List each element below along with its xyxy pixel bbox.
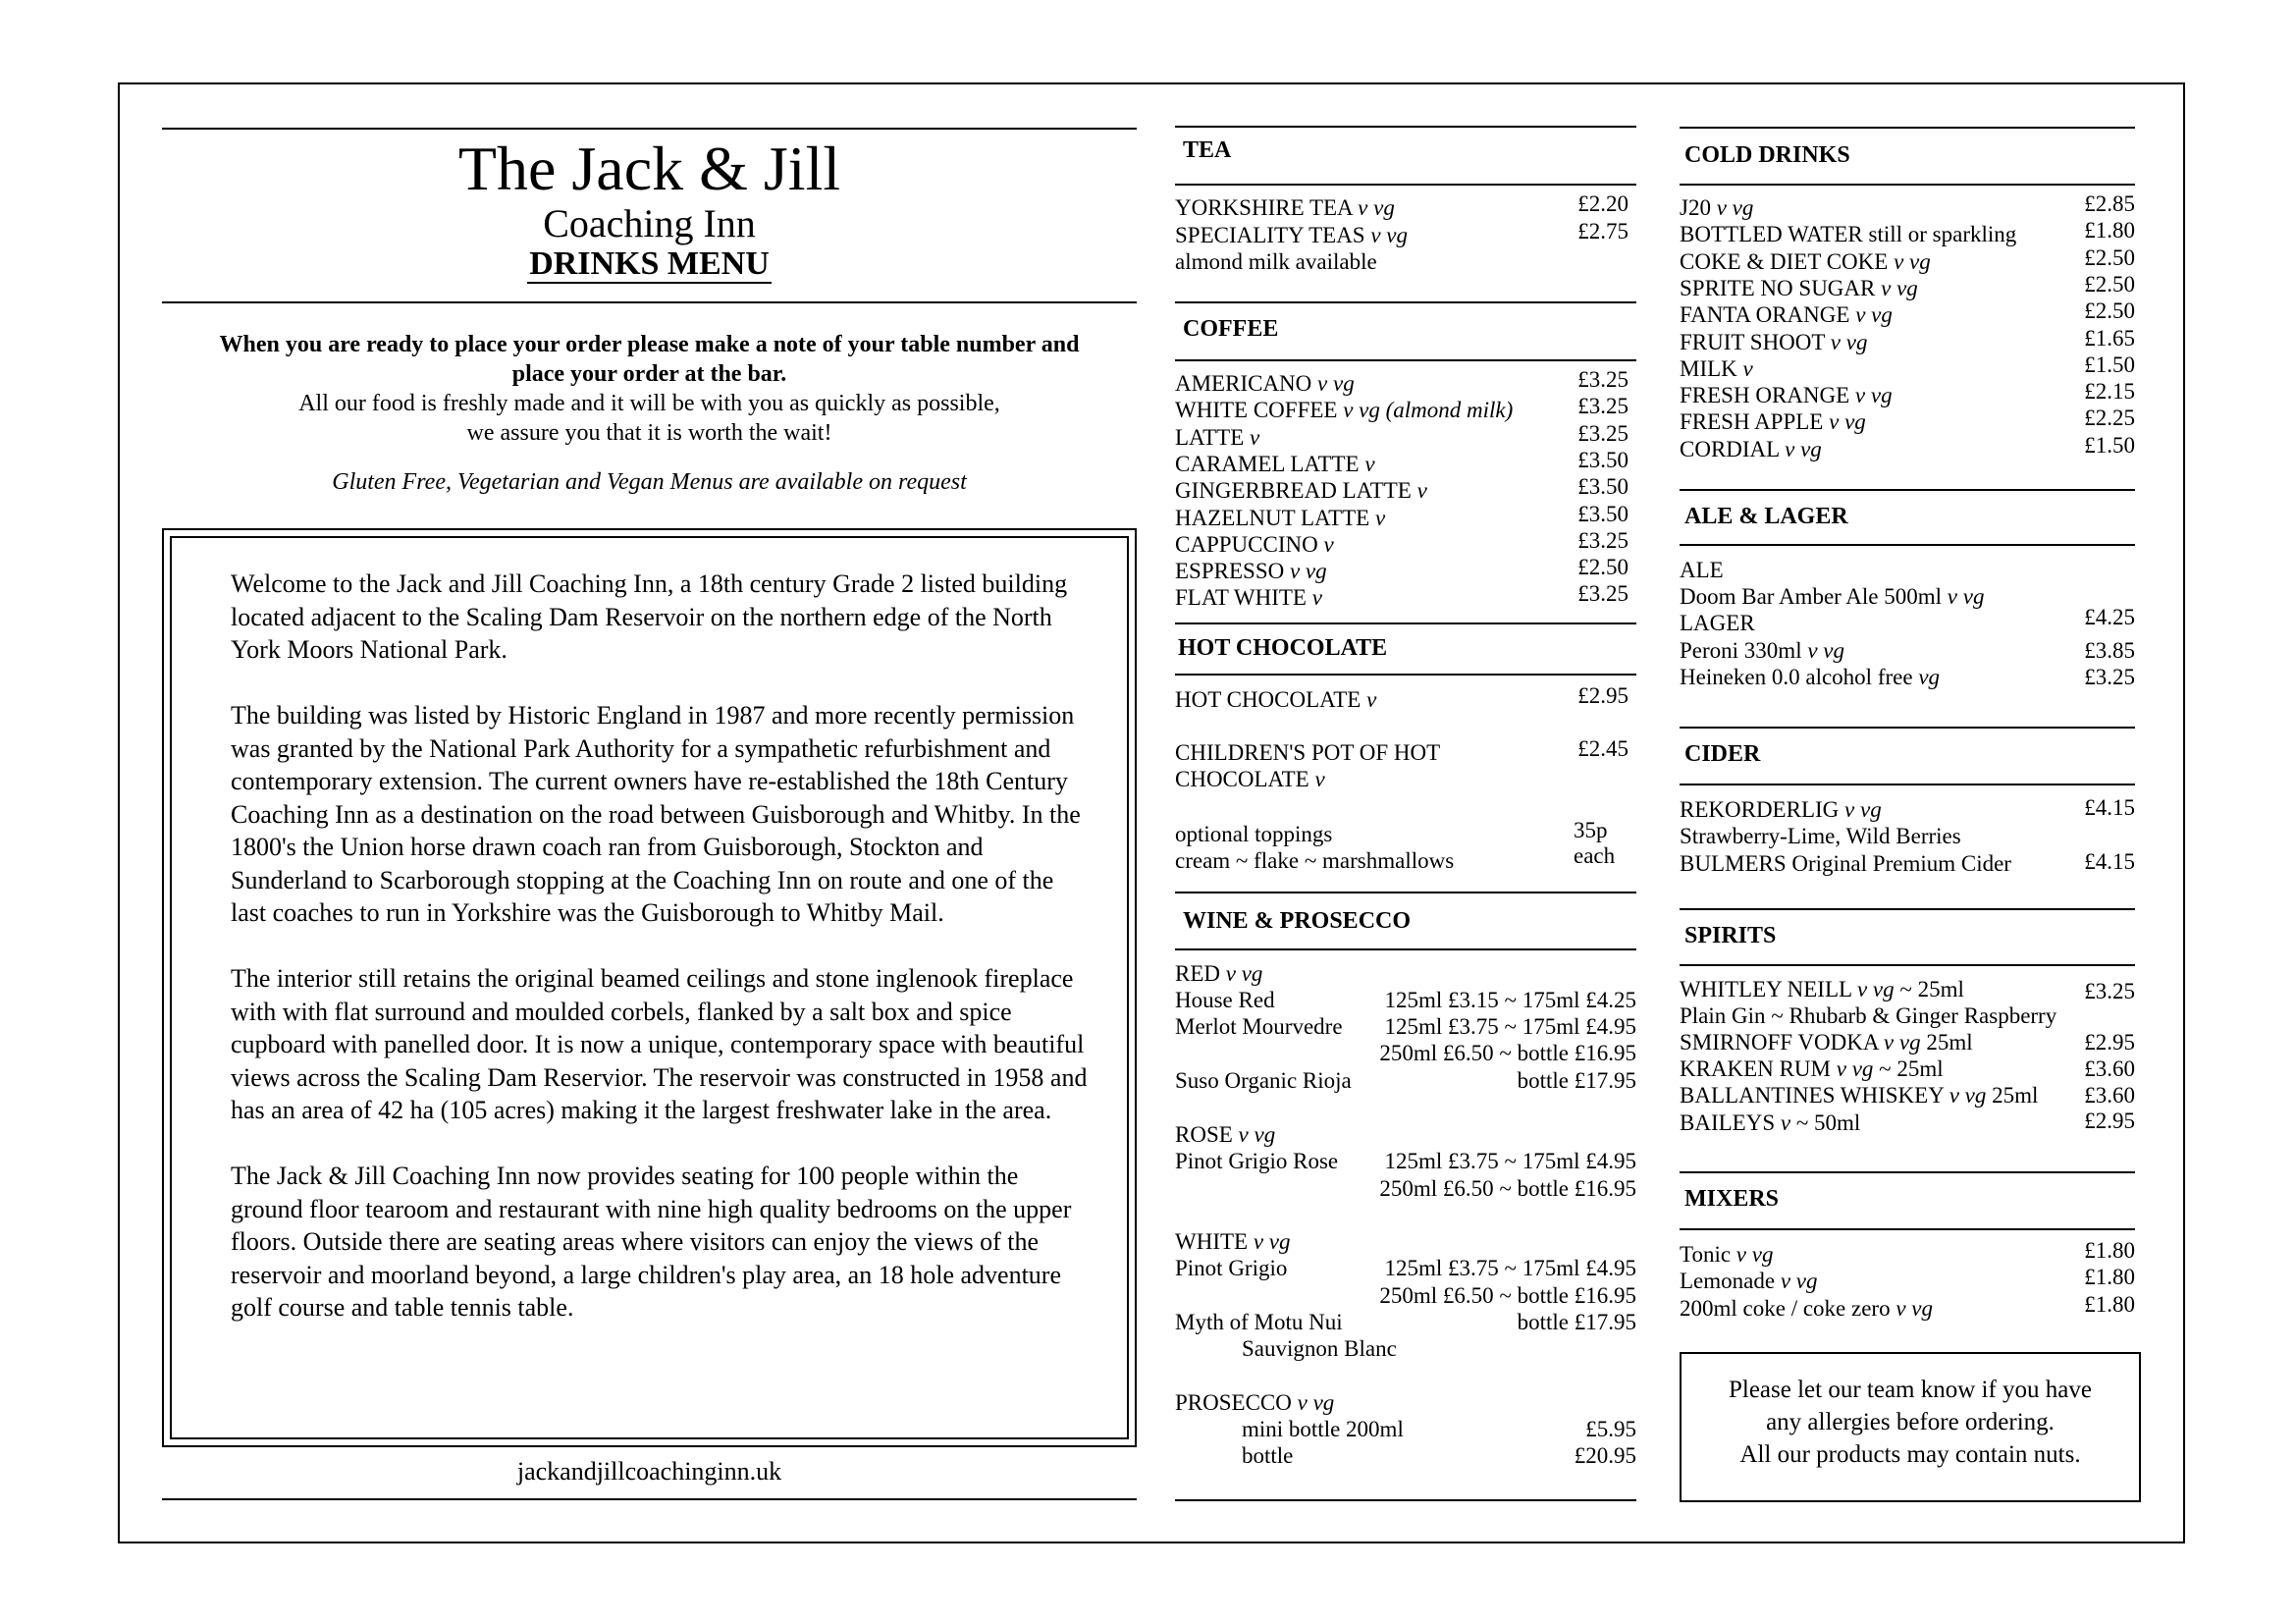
- divider: [1175, 1499, 1636, 1501]
- dietary-tag: v vg: [1881, 275, 1918, 300]
- wine-category: [1175, 1228, 1291, 1255]
- menu-item: [1680, 1082, 2038, 1109]
- dietary-tag: v: [1311, 585, 1322, 611]
- divider: [1175, 126, 1636, 128]
- item-name: CHILDREN'S POT OF HOT: [1175, 740, 1441, 765]
- menu-item: [1680, 637, 1844, 664]
- dietary-tag: v vg: [1225, 961, 1263, 986]
- wine-name: Suso Organic Rioja: [1175, 1068, 1352, 1093]
- allergy-notice: [1680, 1352, 2141, 1502]
- divider: [1680, 184, 2135, 186]
- wine-name: Merlot Mourvedre: [1175, 1014, 1343, 1039]
- divider: [1680, 1171, 2135, 1173]
- wine-price: 125ml £3.15 ~ 175ml £4.25: [1384, 988, 1636, 1012]
- menu-item: [1680, 1109, 1860, 1136]
- menu-item: [1175, 218, 1636, 248]
- wine-price: £5.95: [1585, 1417, 1636, 1441]
- item-price: £2.85: [2084, 191, 2135, 216]
- welcome-frame: [162, 528, 1137, 1447]
- menu-item: [1680, 218, 2135, 247]
- wine-name: Pinot Grigio: [1175, 1256, 1288, 1280]
- item-name: BAILEYS: [1680, 1110, 1781, 1135]
- item-price: £4.15: [2084, 795, 2135, 820]
- section-title-hot-chocolate: HOT CHOCOLATE: [1178, 635, 1388, 661]
- venue-name: The Jack & Jill: [457, 134, 841, 203]
- wine-subname: Sauvignon Blanc: [1242, 1336, 1397, 1361]
- welcome-paragraph: The building was listed by Historic England in 1987 and more recently permission was granted by the National Park Authority for a sympathetic refurbishment and contemporary extension. The current owners have re-established the 18th Century Coaching Inn as a destination on the road between Guisborough and Whitby. In the 1800's the Union horse drawn coach ran from Guisborough, Stockton and Sunderland to Scarborough stopping at the Coaching Inn on route and one of the last coaches to run in Yorkshire was the Guisborough to Whitby Mail.: [231, 701, 1081, 927]
- item-price: £2.50: [2084, 271, 2135, 297]
- item-description: Strawberry-Lime, Wild Berries: [1680, 824, 1961, 848]
- menu-item: [1680, 408, 2135, 435]
- menu-item: [1175, 474, 1636, 504]
- item-name: FRESH APPLE: [1680, 409, 1830, 435]
- menu-item: [1175, 420, 1636, 451]
- menu-item: [1175, 581, 1636, 611]
- menu-item: [1175, 555, 1636, 584]
- header: [162, 133, 1137, 290]
- wine-price: 250ml £6.50 ~ bottle £16.95: [1379, 1041, 1636, 1065]
- menu-item: [1175, 367, 1636, 397]
- divider: [1680, 1228, 2135, 1230]
- dietary-tag: v vg: [1253, 1229, 1291, 1254]
- item-price: £2.75: [1577, 218, 1629, 243]
- intro-bold-line: place your order at the bar.: [511, 361, 787, 387]
- allergy-line: All our products may contain nuts.: [1739, 1441, 2081, 1468]
- dietary-tag: v vg: [1947, 584, 1985, 609]
- menu-item: [1680, 976, 1964, 1002]
- item-price: £1.80: [2084, 218, 2135, 243]
- item-price: £2.50: [2084, 244, 2135, 270]
- item-name: J20: [1680, 195, 1717, 220]
- item-name: GINGERBREAD LATTE: [1175, 478, 1417, 504]
- dietary-tag: v: [1416, 478, 1427, 504]
- dietary-tag: v: [1374, 505, 1386, 530]
- item-name: Peroni 330ml: [1680, 638, 1808, 663]
- category-label: LAGER: [1680, 611, 1755, 635]
- welcome-paragraph: The Jack & Jill Coaching Inn now provides seating for 100 people within the ground floor tearoom and restaurant with nine high quality bedrooms on the upper floors. Outside there are seating areas where visitors can enjoy the views of the reservoir and moorland beyond, a large children's play area, an 18 hole adventure golf course and table tennis table.: [231, 1162, 1072, 1322]
- welcome-paragraph: Welcome to the Jack and Jill Coaching Inn, a 18th century Grade 2 listed building located adjacent to the Scaling Dam Reservoir on the northern edge of the North York Moors National Park.: [231, 569, 1068, 664]
- wine-category: [1175, 1121, 1275, 1148]
- item-name: BALLANTINES WHISKEY: [1680, 1083, 1949, 1108]
- wine-price: 125ml £3.75 ~ 175ml £4.95: [1384, 1256, 1636, 1280]
- intro: [162, 330, 1137, 497]
- wine-price: 250ml £6.50 ~ bottle £16.95: [1379, 1176, 1636, 1201]
- venue-subtitle: Coaching Inn: [543, 201, 756, 245]
- category-label: RED: [1175, 961, 1226, 986]
- divider: [1175, 892, 1636, 893]
- intro-line: we assure you that it is worth the wait!: [466, 420, 832, 446]
- dietary-tag: v vg: [1829, 409, 1866, 435]
- item-size: 25ml: [1986, 1083, 2039, 1108]
- dietary-tag: v vg: [1830, 329, 1868, 354]
- menu-item: [1680, 1029, 1973, 1055]
- menu-item: [1680, 191, 2135, 221]
- divider: [1680, 489, 2135, 491]
- item-name: CORDIAL: [1680, 436, 1786, 461]
- item-price: £3.25: [1577, 527, 1629, 553]
- divider: [1175, 674, 1636, 676]
- dietary-tag: v vg: [1735, 1242, 1774, 1267]
- item-name: Heineken 0.0 alcohol free: [1680, 665, 1919, 689]
- item-price: £3.60: [2084, 1056, 2135, 1081]
- allergy-line: Please let our team know if you have: [1728, 1377, 2093, 1403]
- item-name: Doom Bar Amber Ale 500ml: [1680, 584, 1948, 609]
- item-name: SMIRNOFF VODKA: [1680, 1030, 1884, 1055]
- item-name: ESPRESSO: [1175, 559, 1290, 584]
- divider: [1680, 544, 2135, 546]
- menu-item: [1175, 248, 1636, 275]
- dietary-tag: v vg: [1844, 797, 1882, 822]
- item-price: £1.80: [2084, 1265, 2135, 1290]
- wine-name: mini bottle 200ml: [1242, 1417, 1404, 1441]
- item-price: £3.25: [2084, 979, 2135, 1003]
- dietary-tag: v vg: [1949, 1083, 1987, 1108]
- item-price: £2.95: [2084, 1109, 2135, 1133]
- section-title-tea: TEA: [1183, 137, 1232, 163]
- item-name: LATTE: [1175, 424, 1251, 450]
- item-price: £2.50: [1577, 555, 1629, 580]
- website-link[interactable]: jackandjillcoachinginn.uk: [516, 1457, 782, 1486]
- dietary-tag: v vg: [1785, 436, 1822, 461]
- item-price: £1.50: [2084, 352, 2135, 377]
- menu-item: [1680, 664, 1940, 690]
- item-name: WHITLEY NEILL: [1680, 977, 1857, 1001]
- menu-item: [1680, 244, 2135, 275]
- wine-category: [1175, 960, 1262, 987]
- item-name: REKORDERLIG: [1680, 797, 1845, 822]
- dietary-tag: v: [1323, 531, 1334, 557]
- item-name: FRESH ORANGE: [1680, 383, 1855, 408]
- wine-name: House Red: [1175, 988, 1275, 1012]
- item-name: Tonic: [1680, 1242, 1736, 1267]
- divider: [1680, 727, 2135, 729]
- dietary-tag: v: [1742, 355, 1753, 381]
- menu-item: [1175, 527, 1636, 558]
- wine-price: 125ml £3.75 ~ 175ml £4.95: [1384, 1149, 1636, 1173]
- dietary-tag: v vg: [1289, 559, 1327, 584]
- item-name: FRUIT SHOOT: [1680, 329, 1831, 354]
- divider: [162, 1498, 1137, 1500]
- item-price: £3.25: [1577, 367, 1629, 392]
- item-name: CAPPUCCINO: [1175, 531, 1324, 557]
- item-price: £1.80: [2084, 1291, 2135, 1317]
- divider: [162, 301, 1137, 303]
- wine-price: 125ml £3.75 ~ 175ml £4.95: [1384, 1014, 1636, 1039]
- menu-item: [1680, 432, 2135, 462]
- item-name: COKE & DIET COKE: [1680, 248, 1895, 274]
- item-name: HOT CHOCOLATE: [1175, 687, 1367, 712]
- wine-price: bottle £17.95: [1517, 1310, 1636, 1334]
- item-price: £1.80: [2084, 1238, 2135, 1263]
- divider: [1680, 908, 2135, 910]
- divider: [1175, 359, 1636, 361]
- dietary-tag: v vg: [1856, 977, 1895, 1001]
- divider: [162, 128, 1137, 130]
- menu-item: [1680, 1055, 1944, 1082]
- item-name: CHOCOLATE: [1175, 767, 1315, 791]
- item-price: £1.65: [2084, 325, 2135, 351]
- section-title-cold-drinks: COLD DRINKS: [1684, 142, 1850, 168]
- item-price: £2.25: [2084, 406, 2135, 431]
- category-label: ROSE: [1175, 1122, 1239, 1147]
- dietary-tag: v vg: [1894, 248, 1931, 274]
- category-label: PROSECCO: [1175, 1390, 1298, 1415]
- wine-category: [1175, 1389, 1334, 1416]
- menu-item: [1175, 394, 1636, 423]
- menu-item: [1680, 352, 2135, 382]
- item-price: £3.25: [2084, 665, 2135, 689]
- menu-item: [1680, 796, 1882, 823]
- menu-item: [1175, 736, 1629, 792]
- item-name: almond milk available: [1175, 249, 1377, 274]
- toppings-label: optional toppings: [1175, 822, 1333, 846]
- divider: [1680, 964, 2135, 966]
- dietary-tag: v: [1314, 767, 1325, 791]
- item-price: £3.25: [1577, 420, 1629, 446]
- item-size: ~ 25ml: [1873, 1056, 1944, 1081]
- intro-bold-line: When you are ready to place your order please make a note of your table number and: [219, 332, 1080, 357]
- menu-item: [1680, 271, 2135, 301]
- item-name: SPRITE NO SUGAR: [1680, 275, 1882, 300]
- menu-item: [1175, 191, 1636, 221]
- section-title-mixers: MIXERS: [1684, 1186, 1780, 1212]
- item-price: £3.60: [2084, 1083, 2135, 1108]
- item-price: £2.95: [1577, 683, 1629, 708]
- section-title-coffee: COFFEE: [1183, 316, 1279, 342]
- dietary-tag: v: [1366, 687, 1377, 712]
- dietary-tag: v vg: [1854, 383, 1893, 408]
- menu-item: [1175, 683, 1629, 713]
- wine-price: £20.95: [1574, 1443, 1636, 1468]
- welcome-inner-frame: [170, 536, 1129, 1439]
- item-name: CARAMEL LATTE: [1175, 451, 1365, 476]
- item-price: £3.25: [1577, 581, 1629, 607]
- item-name: MILK: [1680, 355, 1743, 381]
- item-name: 200ml coke / coke zero: [1680, 1295, 1896, 1321]
- item-name: YORKSHIRE TEA: [1175, 195, 1359, 220]
- item-name: BOTTLED WATER still or sparkling: [1680, 222, 2017, 247]
- item-name: FLAT WHITE: [1175, 585, 1312, 611]
- item-description: Plain Gin ~ Rhubarb & Ginger Raspberry: [1680, 1003, 2057, 1028]
- item-name: KRAKEN RUM: [1680, 1056, 1837, 1081]
- item-name: SPECIALITY TEAS: [1175, 222, 1371, 247]
- dietary-tag: v vg: [1883, 1030, 1921, 1055]
- item-price: £2.45: [1577, 736, 1629, 761]
- item-name: AMERICANO: [1175, 371, 1318, 396]
- wine-name: bottle: [1242, 1443, 1294, 1468]
- section-title-wine: WINE & PROSECCO: [1183, 908, 1412, 934]
- item-name: FANTA ORANGE: [1680, 302, 1856, 328]
- menu-title: DRINKS MENU: [529, 245, 770, 282]
- item-price: £1.50: [2084, 432, 2135, 458]
- dietary-tag: v vg: [1317, 371, 1355, 396]
- item-price: £2.50: [2084, 298, 2135, 324]
- item-name: Lemonade: [1680, 1269, 1781, 1294]
- section-title-ale-lager: ALE & LAGER: [1684, 504, 1848, 529]
- menu-item: [1680, 1238, 2135, 1268]
- allergy-line: any allergies before ordering.: [1766, 1409, 2055, 1435]
- item-price: £3.50: [1577, 474, 1629, 500]
- wine-price: bottle £17.95: [1517, 1068, 1636, 1093]
- divider: [1175, 301, 1636, 303]
- wine-name: Pinot Grigio Rose: [1175, 1149, 1339, 1173]
- wine-price: 250ml £6.50 ~ bottle £16.95: [1379, 1283, 1636, 1308]
- dietary-tag: v vg: [1370, 222, 1409, 247]
- item-size: 25ml: [1920, 1030, 1973, 1055]
- item-name: BULMERS Original Premium Cider: [1680, 851, 2011, 876]
- dietary-tag: v vg: [1807, 638, 1845, 663]
- dietary-tag: v vg: [1896, 1295, 1934, 1321]
- menu-item: [1680, 583, 1984, 610]
- item-price: £4.15: [2084, 849, 2135, 874]
- menu-item: [1680, 379, 2135, 408]
- wine-name: Myth of Motu Nui: [1175, 1310, 1343, 1334]
- intro-line: All our food is freshly made and it will be with you as quickly as possible,: [298, 391, 1000, 416]
- dietary-tag: v vg: [1238, 1122, 1276, 1147]
- dietary-tag: v vg: [1855, 302, 1893, 328]
- welcome-paragraph: The interior still retains the original beamed ceilings and stone inglenook fireplace with with flat surround and moulded corbels, flanked by a salt box and spice cupboard with panelled door. It is now a unique, contemporary space with beautiful views across the Scaling Dam Reservior. The reservoir was constructed in 1958 and has an area of 42 ha (105 acres) making it the largest freshwater lake in the area.: [231, 964, 1088, 1124]
- dietary-tag: vg: [1918, 665, 1941, 689]
- item-price: £3.25: [1577, 394, 1629, 419]
- section-title-cider: CIDER: [1684, 741, 1761, 767]
- item-price: £2.95: [2084, 1030, 2135, 1055]
- dietary-tag: v vg: [1358, 195, 1395, 220]
- category-label: WHITE: [1175, 1229, 1254, 1254]
- menu-item: [1680, 325, 2135, 355]
- toppings-list: cream ~ flake ~ marshmallows: [1175, 848, 1455, 873]
- middle-column: [1175, 0, 1636, 1623]
- welcome-text: [231, 568, 1095, 1357]
- dietary-tag: v vg: [1780, 1269, 1818, 1294]
- divider: [1680, 127, 2135, 129]
- dietary-tag: v: [1250, 424, 1260, 450]
- item-price: £3.50: [1577, 501, 1629, 526]
- menu-item: [1680, 1265, 2135, 1294]
- divider: [1175, 184, 1636, 186]
- item-name: HAZELNUT LATTE: [1175, 505, 1375, 530]
- item-size: ~ 50ml: [1790, 1110, 1861, 1135]
- category-label: ALE: [1680, 558, 1724, 582]
- item-price: 35p: [1574, 818, 1608, 842]
- item-name: WHITE COFFEE: [1175, 398, 1344, 423]
- dietary-tag: v vg (almond milk): [1343, 398, 1514, 423]
- item-size: ~ 25ml: [1894, 977, 1964, 1001]
- dietary-tag: v vg: [1836, 1056, 1874, 1081]
- item-price: £3.50: [1577, 447, 1629, 472]
- item-price: £4.25: [2084, 605, 2135, 629]
- menu-item: [1175, 501, 1636, 531]
- item-price: £2.15: [2084, 379, 2135, 405]
- divider: [1680, 784, 2135, 785]
- dietary-tag: v: [1780, 1110, 1791, 1135]
- dietary-tag: v: [1364, 451, 1375, 476]
- menu-item: [1175, 447, 1636, 477]
- section-title-spirits: SPIRITS: [1684, 923, 1777, 948]
- divider: [1175, 948, 1636, 950]
- menu-item: [1680, 298, 2135, 328]
- menu-item: [1680, 1291, 2135, 1322]
- divider: [1175, 622, 1636, 624]
- dietary-tag: v vg: [1716, 195, 1754, 220]
- dietary-note: Gluten Free, Vegetarian and Vegan Menus are available on request: [332, 469, 967, 495]
- toppings: [1175, 818, 1636, 874]
- item-price: £3.85: [2084, 638, 2135, 663]
- dietary-tag: v vg: [1297, 1390, 1335, 1415]
- item-price: £2.20: [1577, 191, 1629, 216]
- item-price-note: each: [1574, 843, 1616, 868]
